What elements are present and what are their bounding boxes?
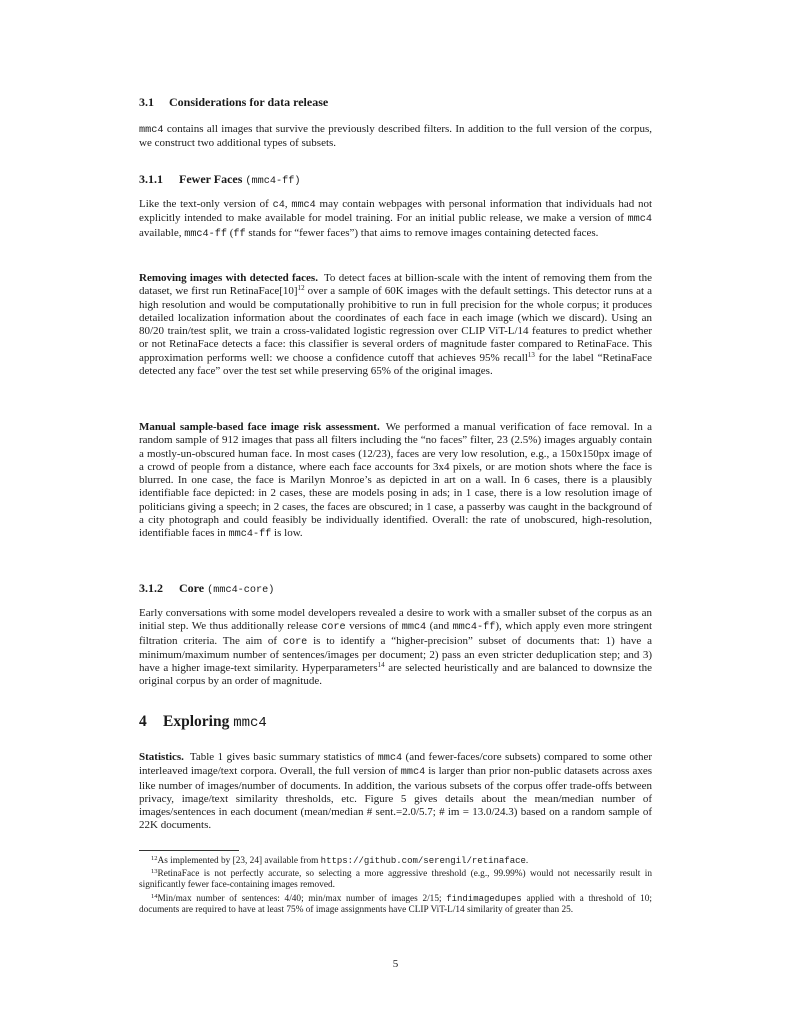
section-title: Exploring	[163, 713, 230, 730]
text-run: Early conversations with some model developers revealed a desire to work with a smaller subset of the corpus as an initial step. We thus additionally release	[139, 607, 652, 633]
section-title: Core	[179, 581, 205, 595]
text-run: over a sample of 60K images with the default settings. This detector runs at a high resolution and would be computationally prohibitive to run in full precision for the whole corpus; it produces detailed localization information about the coordinates of each face in each image (which we discard). Using an 80/20 train/test split, we train a cross-validated logistic regression over CLIP ViT-L/14 features to predict whether or not RetinaFace detects a face: this classifier is several orders of magnitude faster compared to RetinaFace. This approximation performs well: we choose a confidence cutoff that achieves 95% recall	[139, 285, 652, 364]
text-run: As implemented by [23, 24] available from	[157, 856, 321, 866]
text-run: is low.	[271, 527, 303, 539]
section-4-heading	[139, 713, 267, 732]
text-run: may contain webpages with personal information that individuals had not explicitly intended to make available for model training. For an initial public release, we make a version of	[139, 198, 653, 225]
paper-page	[139, 0, 652, 1024]
text-run: is larger than prior non-public datasets across axes like number of images/number of documents. In addition, the various subsets of the corpus offer trade-offs between privacy, image/text similarity thresholds, etc. Figure 5 gives details about the mean/median number of images/sentences in each document (mean/median # sent.=2.0/5.7; # im = 13.0/24.3) based on a random sample of 22K documents.	[139, 765, 652, 832]
text-run: .	[525, 856, 529, 866]
section-number: 3.1.2	[139, 581, 163, 595]
text-run: available,	[139, 226, 185, 239]
section-code: (mmc4-ff)	[245, 176, 301, 187]
footnote-marker: 13	[527, 350, 535, 359]
code-text: core	[321, 622, 346, 634]
code-text: mmc4-ff	[184, 228, 227, 240]
text-run: ,	[284, 198, 292, 210]
code-text: mmc4-ff	[228, 529, 272, 540]
text-run: (and fewer-faces/core subsets) compared to some other interleaved image/text corpora. Overall, the full version of	[139, 751, 652, 778]
section-3-1-2-heading	[139, 581, 274, 598]
code-text: mmc4	[627, 214, 652, 226]
code-text: ff	[233, 228, 246, 240]
paragraph-text: contains all images that survive the previously described filters. In addition to the full version of the corpus, we construct two additional types of subsets.	[139, 123, 652, 150]
section-number: 3.1.1	[139, 172, 163, 186]
text-run: Table 1 gives basic summary statistics of	[189, 751, 378, 763]
code-text: c4	[272, 200, 285, 211]
section-title: Considerations for data release	[169, 95, 329, 109]
section-code: mmc4	[233, 715, 267, 731]
fewer-faces-intro-paragraph	[139, 198, 652, 241]
text-run: are selected heuristically and are balanced to downsize the original corpus by an order of magnitude.	[139, 662, 652, 688]
paragraph-lead: Statistics.	[139, 751, 184, 763]
section-number: 4	[139, 713, 147, 730]
code-text: mmc4	[400, 767, 426, 779]
footnote-marker: 14	[377, 661, 385, 669]
core-paragraph	[139, 607, 652, 689]
section-number: 3.1	[139, 95, 154, 109]
code-text: mmc4	[377, 753, 403, 764]
page-number: 5	[392, 958, 399, 970]
text-run: is to identify a “higher-precision” subset of documents that: 1) have a minimum/maximum number of sentences/images per document; 2) pass an even stricter deduplication step; and 3) have a higher image-text similarity. Hyperparameters	[139, 634, 652, 674]
text-run: versions of	[345, 620, 402, 633]
text-run: ), which apply even more stringent filtration criteria. The aim of	[139, 620, 652, 647]
footnote-rule	[139, 850, 239, 851]
manual-assessment-paragraph	[139, 421, 652, 541]
footnote-link[interactable]: https://github.com/serengil/retinaface	[320, 856, 526, 866]
text-run: (	[227, 226, 234, 239]
footnote-mark: 14	[151, 893, 158, 900]
footnote-13	[139, 866, 652, 892]
text-run: To detect faces at billion-scale with the intent of removing them from the dataset, we first run RetinaFace[10]	[139, 272, 652, 298]
section-title: Fewer Faces	[179, 172, 243, 186]
text-run: Like the text-only version of	[139, 198, 273, 210]
footnote-14	[139, 891, 652, 917]
paragraph-lead: Removing images with detected faces.	[139, 272, 318, 284]
text-run: RetinaFace is not perfectly accurate, so selecting a more aggressive threshold (e.g., 99.99%) would not necessarily result in significantly fewer face-containing images removed.	[139, 869, 652, 891]
statistics-paragraph	[139, 751, 652, 833]
paragraph-lead: Manual sample-based face image risk assessment.	[139, 421, 380, 433]
section-3-1-1-heading	[139, 172, 300, 189]
text-run: Min/max number of sentences: 4/40; min/max number of images 2/15;	[157, 894, 447, 904]
text-run: applied with a threshold of 10; documents are required to have at least 75% of image assignments have CLIP ViT-L/14 similarity of greater than 25.	[139, 894, 652, 916]
section-3-1-paragraph	[139, 123, 652, 151]
text-run: (and	[426, 620, 453, 633]
code-text: core	[282, 636, 308, 648]
code-text: mmc4	[401, 622, 427, 634]
removing-faces-paragraph	[139, 272, 652, 378]
section-3-1-heading	[139, 95, 328, 109]
footnote-mark: 13	[151, 868, 158, 875]
section-code: (mmc4-core)	[207, 585, 275, 596]
footnote-marker: 12	[297, 284, 305, 293]
code-text: findimagedupes	[446, 894, 522, 904]
code-text: mmc4	[291, 200, 316, 211]
text-run: for the label “RetinaFace detected any face” over the test set while preserving 65% of the original images.	[139, 351, 652, 377]
footnote-mark: 12	[151, 855, 158, 862]
text-run: We performed a manual verification of face removal. In a random sample of 912 images that pass all filters including the “no faces” filter, 23 (2.5%) images arguably contain a mostly-un-obscured human face. In most cases (12/23), faces are very low resolution, e.g., a 150x150px image of a crowd of people from a distance, where each face accounts for 3x4 pixels, or are motion shots where the face is blurred. In one case, the face is Marilyn Monroe’s as depicted in art on a wall. In 6 cases, there is a plausibly identifiable face depicted: in 2 cases, these are models posing in ads; in 1 case, there is a low resolution image of politicians giving a speech; in 2 cases, the faces are obscured; in 1 case, a passerby was caught in the background of a city photograph and could feasibly be individually identified. Overall: the rate of unobscured, high-resolution, identifiable faces in	[139, 421, 652, 539]
text-run: stands for “fewer faces”) that aims to remove images containing detected faces.	[245, 226, 599, 239]
code-text: mmc4-ff	[452, 622, 496, 634]
code-text: mmc4	[139, 125, 164, 136]
